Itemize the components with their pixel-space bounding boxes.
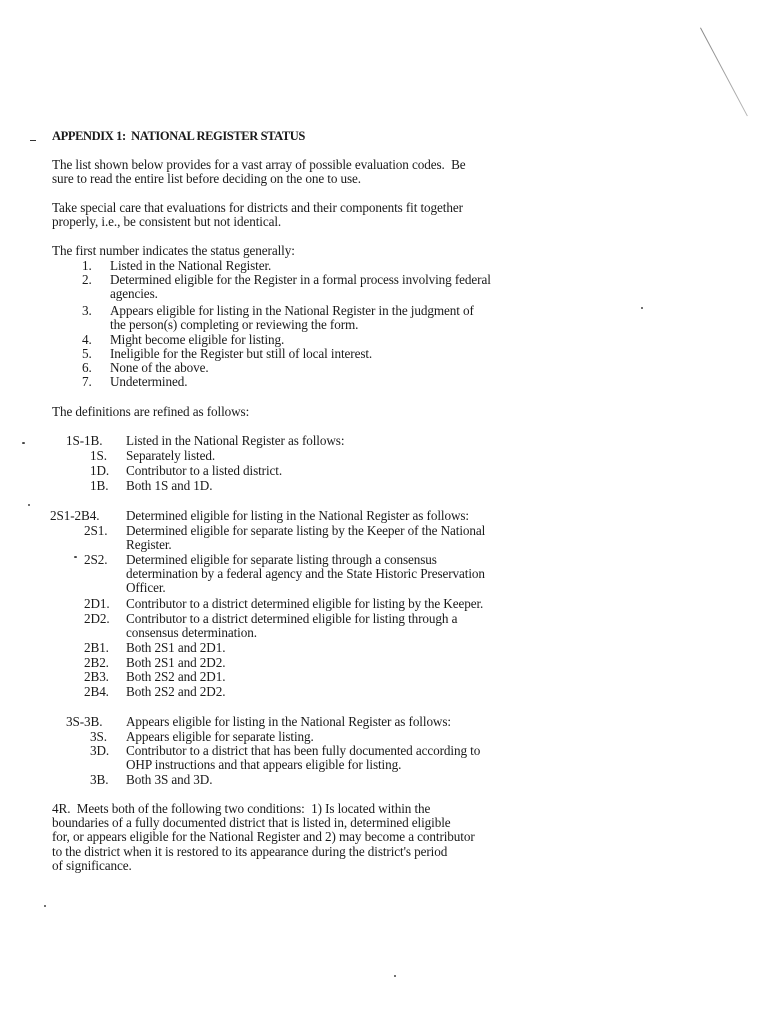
code-text: Contributor to a district determined eligible for listing through a [126, 611, 458, 626]
text-line: Take special care that evaluations for districts and their components fit together [52, 200, 463, 215]
code-text: OHP instructions and that appears eligible for listing. [126, 757, 402, 772]
list-item-number: 7. [82, 374, 92, 389]
code-label: 2S2. [84, 552, 108, 567]
code-text: Contributor to a district that has been fully documented according to [126, 743, 481, 758]
code-text: Contributor to a district determined eligible for listing by the Keeper. [126, 596, 484, 611]
scan-speck [44, 905, 46, 907]
text-line: boundaries of a fully documented district that is listed in, determined eligible [52, 815, 451, 830]
text-line: to the district when it is restored to its appearance during the district's period [52, 844, 448, 859]
code-text: Both 1S and 1D. [126, 478, 213, 493]
list-item-number: 5. [82, 346, 92, 361]
list-item-text: Listed in the National Register. [110, 258, 272, 273]
page-title: APPENDIX 1: NATIONAL REGISTER STATUS [52, 129, 305, 143]
list-item-number: 3. [82, 303, 92, 318]
list-item-text: agencies. [110, 286, 158, 301]
code-label: 2B3. [84, 669, 109, 684]
code-label: 1S. [90, 448, 107, 463]
code-text: consensus determination. [126, 625, 257, 640]
code-label: 2B2. [84, 655, 109, 670]
code-label: 3S. [90, 729, 107, 744]
definitions-heading: The definitions are refined as follows: [52, 404, 250, 419]
code-label: 2B4. [84, 684, 109, 699]
code-text: Officer. [126, 580, 166, 595]
list-item-text: Appears eligible for listing in the National Register in the judgment of [110, 303, 474, 318]
code-text: Contributor to a listed district. [126, 463, 283, 478]
list-item-number: 1. [82, 258, 92, 273]
code-label: 2S1. [84, 523, 108, 538]
code-label: 1B. [90, 478, 109, 493]
scan-speck [74, 556, 77, 558]
code-text: Both 2S2 and 2D2. [126, 684, 226, 699]
code-label: 3B. [90, 772, 109, 787]
list-item-text: Determined eligible for the Register in a formal process involving federal [110, 272, 491, 287]
code-text: Determined eligible for separate listing by the Keeper of the National [126, 523, 486, 538]
list-item-text: Ineligible for the Register but still of local interest. [110, 346, 373, 361]
code-text: determination by a federal agency and the State Historic Preservation [126, 566, 485, 581]
list-item-number: 2. [82, 272, 92, 287]
code-text: Register. [126, 537, 172, 552]
code-label: 2D1. [84, 596, 110, 611]
code-label: 3D. [90, 743, 110, 758]
text-line: 4R. Meets both of the following two conditions: 1) Is located within the [52, 801, 431, 816]
margin-dash [30, 140, 36, 141]
text-line: The list shown below provides for a vast array of possible evaluation codes. Be [52, 157, 466, 172]
code-text: Separately listed. [126, 448, 216, 463]
scan-speck [641, 307, 643, 309]
list-item-text: None of the above. [110, 360, 209, 375]
list-item-text: Undetermined. [110, 374, 188, 389]
code-text: Both 2S1 and 2D1. [126, 640, 226, 655]
text-line: for, or appears eligible for the National Register and 2) may become a contributor [52, 829, 475, 844]
scan-artifact-line [700, 28, 748, 117]
text-line: properly, i.e., be consistent but not identical. [52, 214, 282, 229]
code-label: 2B1. [84, 640, 109, 655]
code-text: Both 3S and 3D. [126, 772, 213, 787]
code-text: Both 2S2 and 2D1. [126, 669, 226, 684]
list-item-text: the person(s) completing or reviewing the form. [110, 317, 359, 332]
scan-speck [394, 975, 396, 977]
code-text: Listed in the National Register as follows: [126, 433, 345, 448]
first-number-heading: The first number indicates the status generally: [52, 243, 295, 258]
code-label: 2D2. [84, 611, 110, 626]
list-item-number: 4. [82, 332, 92, 347]
list-item-text: Might become eligible for listing. [110, 332, 285, 347]
code-label: 1S-1B. [66, 433, 103, 448]
code-label: 1D. [90, 463, 110, 478]
code-label: 3S-3B. [66, 714, 103, 729]
code-text: Determined eligible for listing in the National Register as follows: [126, 508, 469, 523]
code-text: Appears eligible for separate listing. [126, 729, 314, 744]
code-text: Both 2S1 and 2D2. [126, 655, 226, 670]
code-text: Appears eligible for listing in the National Register as follows: [126, 714, 451, 729]
text-line: of significance. [52, 858, 132, 873]
text-line: sure to read the entire list before deciding on the one to use. [52, 171, 361, 186]
scan-speck [22, 442, 25, 444]
list-item-number: 6. [82, 360, 92, 375]
code-label: 2S1-2B4. [50, 508, 100, 523]
scan-speck [28, 504, 30, 506]
code-text: Determined eligible for separate listing through a consensus [126, 552, 437, 567]
